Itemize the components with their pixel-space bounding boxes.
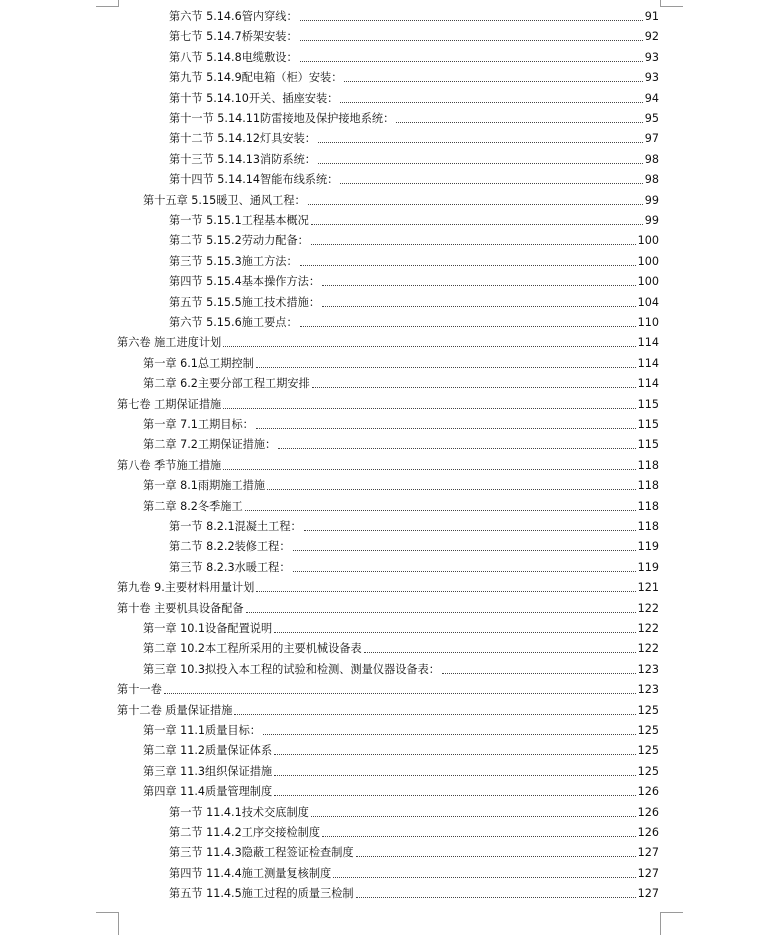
- toc-entry[interactable]: [143, 657, 659, 677]
- toc-entry-title: 第二章 8.2冬季施工: [143, 499, 243, 513]
- toc-entry-page-number: 98: [644, 173, 659, 187]
- toc-entry-page-number: 99: [644, 214, 659, 227]
- dot-leader: [293, 550, 636, 551]
- toc-entry[interactable]: [169, 514, 659, 534]
- toc-entry[interactable]: [169, 147, 659, 167]
- toc-entry-page-number: 118: [637, 479, 659, 493]
- toc-entry[interactable]: [169, 228, 659, 248]
- toc-entry-title: 第四节 5.15.4基本操作方法：: [169, 275, 321, 289]
- toc-entry[interactable]: [169, 820, 659, 840]
- toc-entry-page-number: 114: [637, 356, 659, 370]
- toc-entry-page-number: 100: [637, 275, 659, 289]
- toc-entry[interactable]: [169, 4, 659, 24]
- toc-entry[interactable]: [169, 45, 659, 65]
- toc-entry[interactable]: [169, 249, 659, 269]
- toc-entry[interactable]: [169, 861, 659, 881]
- crop-mark-bottom-right: [660, 912, 683, 935]
- toc-entry[interactable]: [169, 106, 659, 126]
- toc-entry[interactable]: [169, 555, 659, 575]
- toc-entry-title: 第三节 8.2.3水暖工程：: [169, 560, 291, 574]
- toc-entry-page-number: 115: [637, 438, 659, 452]
- toc-entry[interactable]: [169, 310, 659, 330]
- toc-entry[interactable]: [143, 188, 659, 208]
- toc-entry[interactable]: [169, 167, 659, 187]
- toc-entry-page-number: 118: [637, 520, 659, 533]
- toc-entry-page-number: 104: [637, 295, 659, 309]
- toc-entry-title: 第十二卷 质量保证措施: [117, 703, 233, 717]
- toc-entry-title: 第六节 5.14.6管内穿线：: [169, 10, 298, 23]
- dot-leader: [333, 877, 635, 878]
- toc-entry-page-number: 114: [637, 377, 659, 391]
- dot-leader: [340, 102, 642, 103]
- toc-entry-title: 第十五章 5.15暖卫、通风工程：: [143, 193, 306, 207]
- toc-entry-title: 第一章 7.1工期目标：: [143, 418, 254, 431]
- toc-entry-title: 第十一卷: [117, 683, 162, 697]
- toc-entry-page-number: 115: [637, 397, 659, 411]
- toc-entry-page-number: 93: [644, 50, 659, 64]
- dot-leader: [274, 754, 635, 755]
- toc-entry-title: 第一节 8.2.1混凝土工程：: [169, 520, 302, 533]
- dot-leader: [274, 775, 635, 776]
- toc-entry[interactable]: [143, 412, 659, 432]
- toc-entry-title: 第一节 5.15.1工程基本概况: [169, 214, 309, 227]
- toc-entry[interactable]: [169, 840, 659, 860]
- toc-entry-title: 第二章 7.2工期保证措施：: [143, 438, 277, 452]
- dot-leader: [442, 673, 636, 674]
- toc-entry-page-number: 99: [644, 193, 659, 207]
- dot-leader: [344, 81, 642, 82]
- toc-entry-title: 第三章 11.3组织保证措施: [143, 764, 273, 778]
- toc-entry[interactable]: [143, 718, 659, 738]
- toc-entry[interactable]: [117, 575, 659, 595]
- toc-entry[interactable]: [143, 738, 659, 758]
- toc-entry-title: 第五节 5.15.5施工技术措施：: [169, 295, 321, 309]
- toc-entry-page-number: 122: [637, 642, 659, 656]
- dot-leader: [322, 836, 636, 837]
- toc-entry-title: 第九卷 9.主要材料用量计划: [117, 581, 255, 595]
- toc-entry[interactable]: [143, 779, 659, 799]
- toc-entry-page-number: 122: [637, 622, 659, 635]
- toc-entry-page-number: 114: [637, 336, 659, 350]
- toc-entry-page-number: 127: [637, 887, 659, 901]
- toc-entry[interactable]: [117, 677, 659, 697]
- dot-leader: [318, 142, 643, 143]
- dot-leader: [308, 204, 643, 205]
- toc-entry-title: 第十三节 5.14.13消防系统：: [169, 152, 316, 166]
- toc-entry-title: 第一章 6.1总工期控制: [143, 356, 254, 370]
- dot-leader: [223, 469, 635, 470]
- dot-leader: [396, 122, 642, 123]
- dot-leader: [256, 428, 636, 429]
- toc-entry-title: 第十卷 主要机具设备配备: [117, 601, 244, 615]
- dot-leader: [223, 408, 635, 409]
- toc-entry-page-number: 119: [637, 540, 659, 554]
- crop-mark-bottom-left: [96, 912, 119, 935]
- dot-leader: [223, 346, 635, 347]
- toc-entry-title: 第九节 5.14.9配电箱（柜）安装：: [169, 71, 343, 85]
- toc-entry-title: 第八卷 季节施工措施: [117, 458, 222, 472]
- toc-entry[interactable]: [143, 371, 659, 391]
- toc-entry-page-number: 125: [637, 703, 659, 717]
- dot-leader: [356, 897, 636, 898]
- toc-entry-page-number: 125: [637, 764, 659, 778]
- dot-leader: [293, 571, 636, 572]
- toc-entry-page-number: 110: [637, 316, 659, 329]
- dot-leader: [312, 387, 636, 388]
- toc-entry-page-number: 92: [644, 30, 659, 44]
- dot-leader: [322, 306, 636, 307]
- toc-entry-page-number: 119: [637, 560, 659, 574]
- toc-entry[interactable]: [117, 330, 659, 350]
- toc-entry-title: 第三节 11.4.3隐蔽工程签证检查制度: [169, 846, 354, 860]
- toc-entry-title: 第一章 8.1雨期施工措施: [143, 479, 266, 493]
- toc-entry-page-number: 97: [644, 132, 659, 146]
- dot-leader: [245, 510, 636, 511]
- dot-leader: [278, 448, 635, 449]
- toc-entry-page-number: 125: [637, 724, 659, 737]
- toc-entry[interactable]: [143, 473, 659, 493]
- toc-entry-page-number: 123: [637, 683, 659, 697]
- toc-entry-page-number: 123: [637, 662, 659, 676]
- toc-entry-title: 第十四节 5.14.14智能布线系统：: [169, 173, 339, 187]
- crop-mark-top-right: [660, 0, 683, 7]
- crop-mark-top-left: [96, 0, 119, 7]
- toc-entry-page-number: 127: [637, 866, 659, 880]
- toc-entry-title: 第二章 11.2质量保证体系: [143, 744, 273, 758]
- dot-leader: [356, 856, 636, 857]
- dot-leader: [300, 326, 636, 327]
- toc-entry-title: 第十节 5.14.10开关、插座安装：: [169, 91, 339, 105]
- dot-leader: [322, 285, 636, 286]
- toc-entry-page-number: 126: [637, 785, 659, 799]
- toc-entry-title: 第六节 5.15.6施工要点：: [169, 316, 298, 329]
- dot-leader: [300, 265, 636, 266]
- toc-entry[interactable]: [169, 534, 659, 554]
- toc-entry-title: 第二章 10.2本工程所采用的主要机械设备表: [143, 642, 362, 656]
- toc-entry-title: 第四章 11.4质量管理制度: [143, 785, 273, 799]
- toc-entry[interactable]: [169, 269, 659, 289]
- toc-entry[interactable]: [143, 759, 659, 779]
- toc-entry-page-number: 115: [637, 418, 659, 431]
- toc-entry-page-number: 118: [637, 499, 659, 513]
- dot-leader: [256, 367, 636, 368]
- toc-entry[interactable]: [169, 86, 659, 106]
- toc-entry[interactable]: [169, 126, 659, 146]
- dot-leader: [274, 795, 635, 796]
- dot-leader: [300, 40, 643, 41]
- toc-entry-page-number: 100: [637, 254, 659, 268]
- toc-entry-page-number: 122: [637, 601, 659, 615]
- dot-leader: [311, 224, 643, 225]
- toc-entry-title: 第二节 8.2.2装修工程：: [169, 540, 291, 554]
- dot-leader: [234, 714, 635, 715]
- toc-entry-title: 第一节 11.4.1技术交底制度: [169, 805, 309, 819]
- dot-leader: [274, 632, 635, 633]
- toc-entry[interactable]: [117, 596, 659, 616]
- toc-entry-page-number: 94: [644, 91, 659, 105]
- toc-entry-title: 第十二节 5.14.12灯具安装：: [169, 132, 316, 146]
- toc-entry[interactable]: [143, 351, 659, 371]
- dot-leader: [364, 652, 636, 653]
- toc-entry-title: 第五节 11.4.5施工过程的质量三检制: [169, 887, 354, 901]
- toc-entry-title: 第四节 11.4.4施工测量复核制度: [169, 866, 332, 880]
- toc-entry-page-number: 121: [637, 581, 659, 595]
- toc-entry-title: 第一章 11.1质量目标：: [143, 724, 261, 737]
- toc-entry[interactable]: [169, 65, 659, 85]
- dot-leader: [311, 816, 636, 817]
- toc-entry[interactable]: [117, 698, 659, 718]
- dot-leader: [311, 244, 636, 245]
- toc-entry-title: 第二节 11.4.2工序交接检制度: [169, 826, 321, 839]
- dot-leader: [256, 591, 635, 592]
- dot-leader: [340, 183, 642, 184]
- toc-entry[interactable]: [143, 432, 659, 452]
- toc-entry-page-number: 95: [644, 112, 659, 125]
- toc-entry[interactable]: [169, 24, 659, 44]
- toc-entry-title: 第十一节 5.14.11防雷接地及保护接地系统：: [169, 112, 395, 125]
- dot-leader: [267, 489, 636, 490]
- toc-entry[interactable]: [143, 636, 659, 656]
- toc-entry-page-number: 126: [637, 805, 659, 819]
- dot-leader: [164, 693, 636, 694]
- toc-entry[interactable]: [143, 494, 659, 514]
- toc-entry-title: 第六卷 施工进度计划: [117, 336, 222, 350]
- dot-leader: [300, 20, 643, 21]
- toc-entry-title: 第三节 5.15.3施工方法：: [169, 254, 298, 268]
- toc-entry[interactable]: [117, 392, 659, 412]
- dot-leader: [318, 163, 643, 164]
- toc-entry-title: 第二节 5.15.2劳动力配备：: [169, 234, 309, 248]
- dot-leader: [304, 530, 636, 531]
- toc-entry-title: 第八节 5.14.8电缆敷设：: [169, 50, 298, 64]
- toc-entry[interactable]: [169, 881, 659, 901]
- dot-leader: [246, 612, 636, 613]
- toc-entry-page-number: 126: [637, 826, 659, 839]
- toc-entry[interactable]: [117, 453, 659, 473]
- dot-leader: [300, 61, 643, 62]
- toc-entry[interactable]: [169, 208, 659, 228]
- toc-entry-page-number: 125: [637, 744, 659, 758]
- toc-entry-page-number: 100: [637, 234, 659, 248]
- toc-entry-title: 第七节 5.14.7桥架安装：: [169, 30, 298, 44]
- toc-entry-title: 第三章 10.3拟投入本工程的试验和检测、测量仪器设备表：: [143, 662, 440, 676]
- toc-entry[interactable]: [169, 290, 659, 310]
- toc-entry-page-number: 118: [637, 458, 659, 472]
- toc-entry-page-number: 93: [644, 71, 659, 85]
- dot-leader: [263, 734, 636, 735]
- toc-entry[interactable]: [143, 616, 659, 636]
- toc-entry-title: 第一章 10.1设备配置说明: [143, 622, 273, 635]
- toc-entry[interactable]: [169, 800, 659, 820]
- toc-entry-page-number: 127: [637, 846, 659, 860]
- toc-entry-page-number: 91: [644, 10, 659, 23]
- toc-entry-page-number: 98: [644, 152, 659, 166]
- toc-entry-title: 第二章 6.2主要分部工程工期安排: [143, 377, 310, 391]
- toc-entry-title: 第七卷 工期保证措施: [117, 397, 222, 411]
